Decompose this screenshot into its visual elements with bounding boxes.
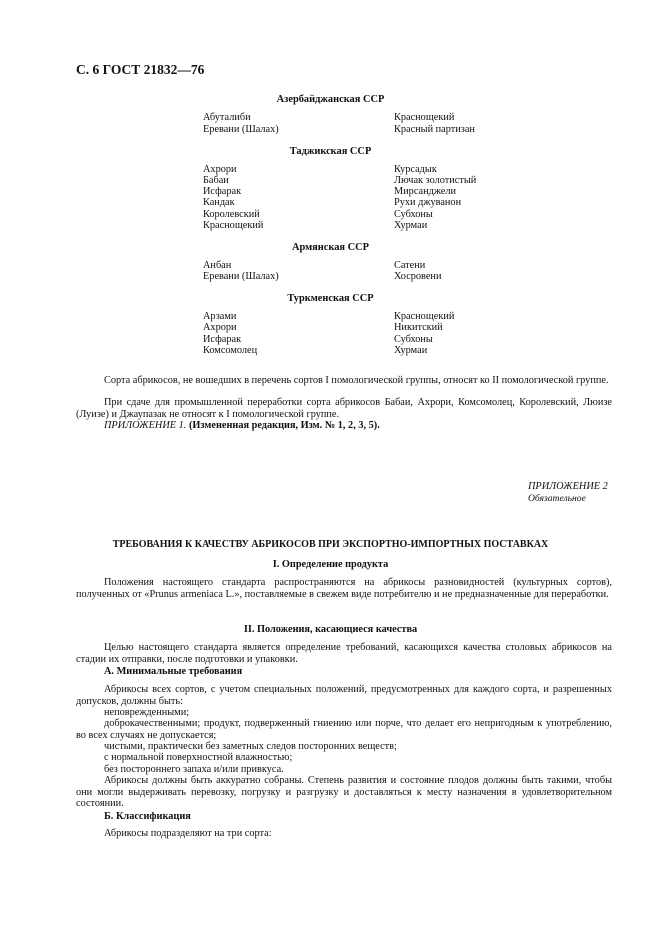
variety-item: Хосровени xyxy=(394,271,442,282)
republic-title: Армянская ССР xyxy=(291,242,370,253)
subsection-title: Б. Классификация xyxy=(104,811,191,822)
note-paragraph: При сдаче для промышленной переработки сорта абрикосов Бабаи, Ахрори, Комсомолец, Королевский, Люизе (Луизе) и Джаупазак не относят к I помологической группе. xyxy=(76,397,612,420)
variety-item: Мирсанджели xyxy=(394,186,457,197)
appendix1-label: ПРИЛОЖЕНИЕ 1. xyxy=(104,420,187,431)
variety-item: Рухи джуванон xyxy=(394,197,462,208)
requirements-intro: Абрикосы всех сортов, с учетом специальных положений, предусмотренных для каждого сорта, и разрешенных допусков, должны быть: xyxy=(76,684,612,707)
variety-item: Арзами xyxy=(203,311,237,322)
variety-item: Исфарак xyxy=(203,186,242,197)
variety-item: Исфарак xyxy=(203,334,242,345)
appendix1-note xyxy=(104,420,380,432)
variety-item: Бабаи xyxy=(203,175,229,186)
variety-item: Сатени xyxy=(394,260,426,271)
variety-item: Субхоны xyxy=(394,209,433,220)
variety-item: Еревани (Шалах) xyxy=(203,124,279,135)
variety-item: Хурмаи xyxy=(394,345,428,356)
variety-item: Хурмаи xyxy=(394,220,428,231)
requirement-item: неповрежденными; xyxy=(104,707,190,718)
requirement-item: с нормальной поверхностной влажностью; xyxy=(104,752,293,763)
variety-item: Комсомолец xyxy=(203,345,258,356)
appendix2-title: ТРЕБОВАНИЯ К КАЧЕСТВУ АБРИКОСОВ ПРИ ЭКСПОРТНО-ИМПОРТНЫХ ПОСТАВКАХ xyxy=(112,539,549,550)
variety-item: Краснощекий xyxy=(394,311,455,322)
appendix1-revision: (Измененная редакция, Изм. № 1, 2, 3, 5). xyxy=(188,420,380,431)
variety-item: Королевский xyxy=(203,209,260,220)
variety-item: Абуталиби xyxy=(203,112,251,123)
variety-item: Еревани (Шалах) xyxy=(203,271,279,282)
section-paragraph: Целью настоящего стандарта является определение требований, касающихся качества столовых абрикосов на стадии их отправки, после подготовки и упаковки. xyxy=(76,642,612,665)
variety-item: Лючак золотистый xyxy=(394,175,477,186)
section-paragraph: Положения настоящего стандарта распространяются на абрикосы разновидностей (культурных сортов), полученных от «Prunus armeniaca L.», поставляемые в свежем виде потребителю и не предназначенные для переработки. xyxy=(76,577,612,600)
requirement-item: чистыми, практически без заметных следов посторонних веществ; xyxy=(104,741,397,752)
classification-text: Абрикосы подразделяют на три сорта: xyxy=(104,828,272,839)
requirements-final: Абрикосы должны быть аккуратно собраны. Степень развития и состояние плодов должны быть такими, чтобы они могли выдерживать перевозку, погрузку и разгрузку и доставляться к месту назначения в удовлетворительном состоянии. xyxy=(76,775,612,809)
requirement-item: без постороннего запаха и/или привкуса. xyxy=(104,764,284,775)
appendix2-status: Обязательное xyxy=(528,493,586,504)
variety-item: Краснощекий xyxy=(203,220,264,231)
note-paragraph: Сорта абрикосов, не вошедших в перечень сортов I помологической группы, относят ко II помологической группе. xyxy=(104,375,609,386)
section-title: II. Положения, касающиеся качества xyxy=(243,624,418,635)
variety-item: Краснощекий xyxy=(394,112,455,123)
variety-item: Курсадык xyxy=(394,164,437,175)
variety-item: Кандак xyxy=(203,197,235,208)
variety-item: Ахрори xyxy=(203,322,237,333)
requirement-item: доброкачественными; продукт, подверженный гниению или порче, что делает его непригодным к употреблению, во всех случаях не допускается; xyxy=(76,718,612,741)
page-header: С. 6 ГОСТ 21832—76 xyxy=(76,62,205,77)
republic-title: Таджикская ССР xyxy=(289,146,372,157)
variety-item: Ахрори xyxy=(203,164,237,175)
subsection-title: А. Минимальные требования xyxy=(104,666,243,677)
section-title: I. Определение продукта xyxy=(272,559,389,570)
republic-title: Туркменская ССР xyxy=(287,293,374,304)
variety-item: Никитский xyxy=(394,322,443,333)
variety-item: Субхоны xyxy=(394,334,433,345)
variety-item: Анбан xyxy=(203,260,232,271)
republic-title: Азербайджанская ССР xyxy=(276,94,385,105)
variety-item: Красный партизан xyxy=(394,124,475,135)
appendix2-label: ПРИЛОЖЕНИЕ 2 xyxy=(528,481,608,492)
